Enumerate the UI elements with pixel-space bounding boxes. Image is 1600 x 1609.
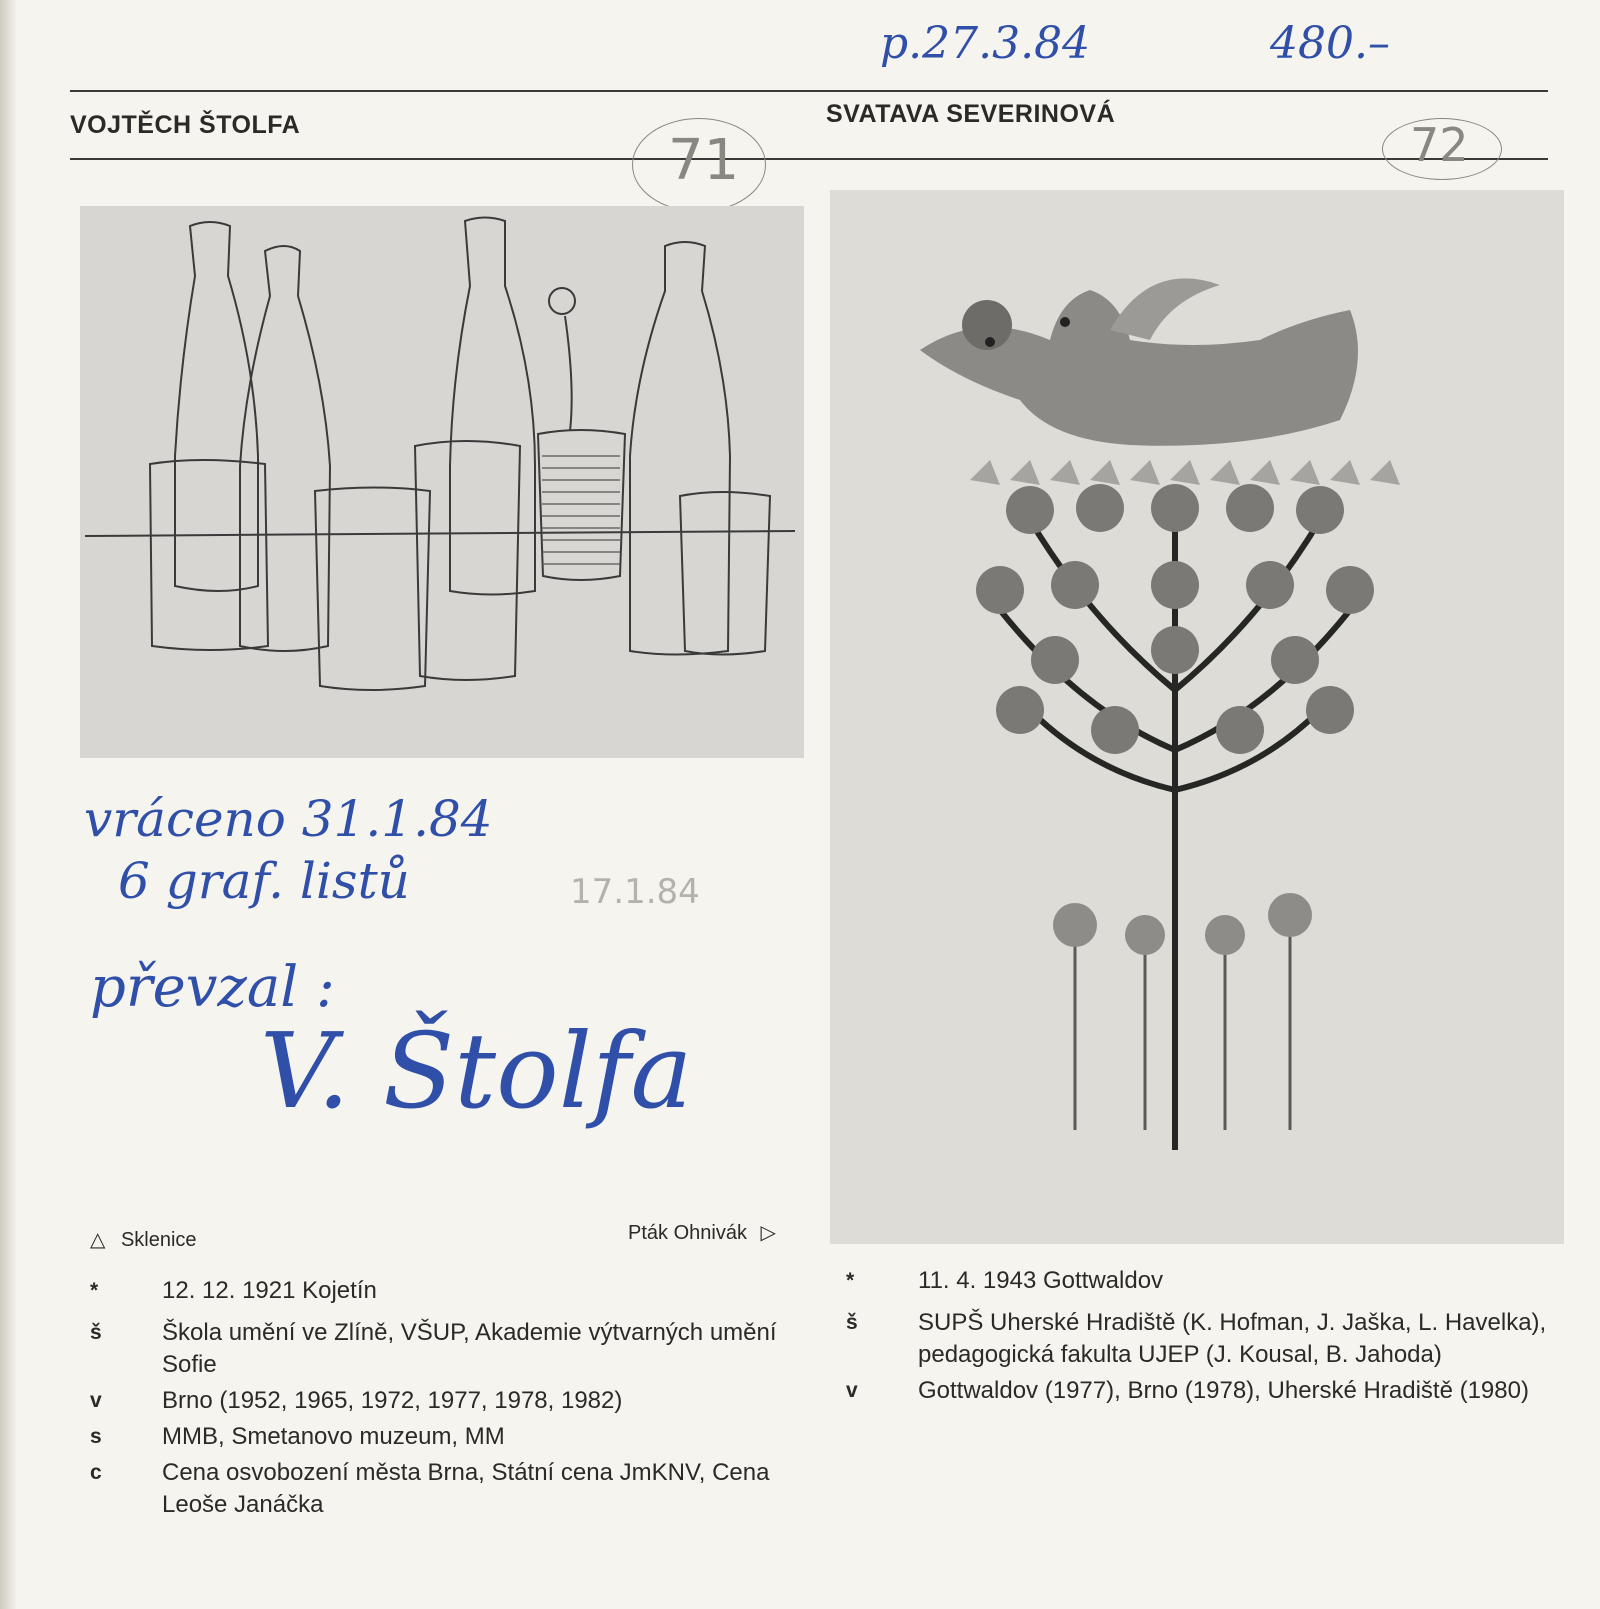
pencil-number-left: 71 — [668, 128, 740, 193]
handwritten-price: 480.– — [1270, 18, 1390, 69]
bio-row — [90, 1457, 820, 1521]
caption-right-text: Pták Ohnivák — [628, 1222, 747, 1244]
page-edge — [0, 0, 16, 1609]
bio-row — [846, 1375, 1576, 1407]
bio-key: š — [90, 1321, 102, 1344]
triangle-up-icon: △ — [90, 1229, 106, 1251]
pencil-faint-date: 17.1.84 — [570, 872, 700, 912]
handwritten-signature: V. Štolfa — [260, 1010, 693, 1132]
caption-right — [628, 1220, 776, 1245]
bio-key: * — [846, 1269, 855, 1292]
bio-left — [90, 1275, 820, 1525]
handwritten-returned-note: vráceno 31.1.84 — [84, 790, 493, 848]
artist-name-right: SVATAVA SEVERINOVÁ — [826, 100, 1116, 128]
artist-name-left: VOJTĚCH ŠTOLFA — [70, 111, 301, 139]
bio-value: Brno (1952, 1965, 1972, 1977, 1978, 1982) — [162, 1387, 623, 1414]
handwritten-returned-count: 6 graf. listů — [118, 852, 410, 910]
bio-key: s — [90, 1425, 102, 1448]
bio-row — [846, 1307, 1576, 1371]
bio-key: * — [90, 1279, 99, 1302]
firebird-tree-print — [830, 190, 1564, 1244]
caption-left — [90, 1227, 197, 1252]
header-rule-bottom — [70, 158, 1548, 160]
handwritten-received-label: převzal : — [90, 955, 335, 1020]
triangle-right-icon: ▷ — [760, 1222, 776, 1244]
bio-key: c — [90, 1461, 102, 1484]
bottles-drawing — [80, 206, 804, 758]
bio-key: v — [846, 1379, 858, 1402]
bio-key: š — [846, 1311, 858, 1334]
bio-row — [846, 1265, 1576, 1297]
bio-row — [90, 1385, 820, 1417]
bio-right — [846, 1265, 1576, 1411]
bio-value: Gottwaldov (1977), Brno (1978), Uherské Hradiště (1980) — [918, 1377, 1529, 1404]
bio-value: Cena osvobození města Brna, Státní cena JmKNV, Cena Leoše Janáčka — [162, 1459, 770, 1518]
caption-left-text: Sklenice — [120, 1229, 197, 1251]
handwritten-date: p.27.3.84 — [880, 18, 1091, 69]
bio-value: 11. 4. 1943 Gottwaldov — [918, 1267, 1164, 1294]
bio-value: MMB, Smetanovo muzeum, MM — [162, 1423, 505, 1450]
header-rule-top — [70, 90, 1548, 92]
bio-value: 12. 12. 1921 Kojetín — [162, 1277, 377, 1304]
bio-value: SUPŠ Uherské Hradiště (K. Hofman, J. Jaška, L. Havelka), pedagogická fakulta UJEP (J. Kousal, B. Jahoda) — [918, 1309, 1547, 1368]
bio-value: Škola umění ve Zlíně, VŠUP, Akademie výtvarných umění Sofie — [162, 1319, 777, 1378]
bio-row — [90, 1421, 820, 1453]
bio-row — [90, 1317, 820, 1381]
artwork-sklenice — [80, 206, 804, 758]
bio-row — [90, 1275, 820, 1307]
pencil-number-right: 72 — [1410, 118, 1469, 172]
bio-key: v — [90, 1389, 102, 1412]
artwork-ptak-ohnivak — [830, 190, 1564, 1244]
